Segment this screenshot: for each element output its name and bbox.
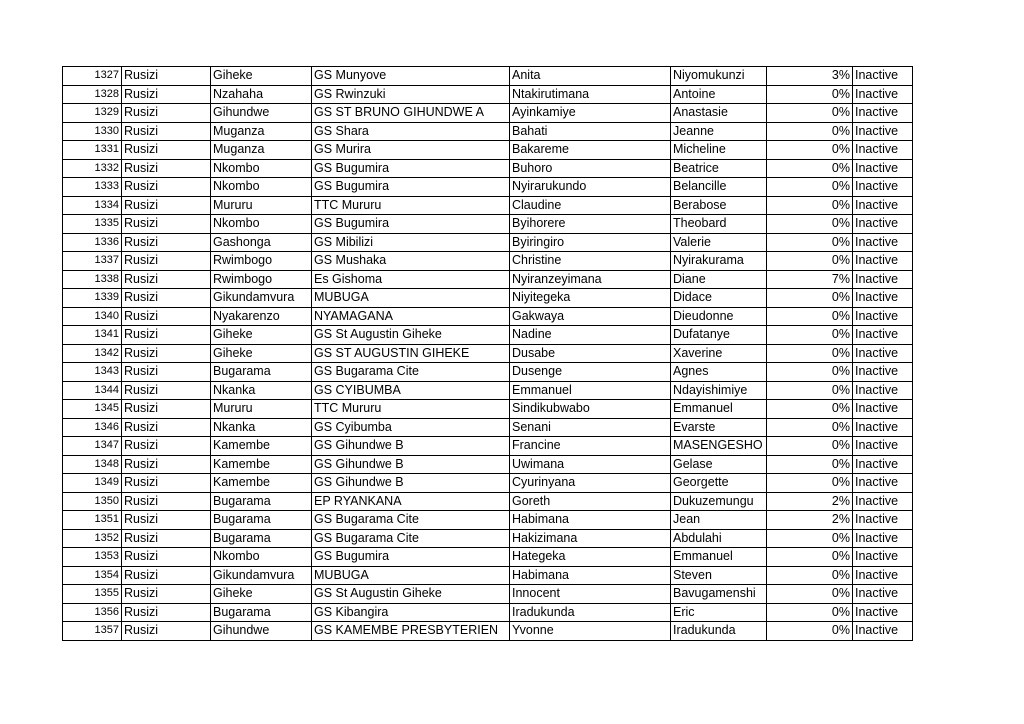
table-row — [63, 566, 913, 585]
school-cell: Es Gishoma — [312, 270, 510, 289]
sector-cell: Giheke — [211, 326, 312, 345]
district-cell: Rusizi — [122, 252, 211, 271]
last-name-cell: Dukuzemungu — [671, 492, 767, 511]
sector-cell: Giheke — [211, 67, 312, 86]
data-table — [62, 66, 913, 641]
progress-cell: 0% — [767, 159, 853, 178]
table-row — [63, 215, 913, 234]
sector-cell: Mururu — [211, 400, 312, 419]
status-cell: Inactive — [853, 159, 913, 178]
row-number-cell: 1340 — [63, 307, 122, 326]
district-cell: Rusizi — [122, 307, 211, 326]
school-cell: GS Gihundwe B — [312, 455, 510, 474]
row-number-cell: 1339 — [63, 289, 122, 308]
status-cell: Inactive — [853, 104, 913, 123]
first-name-cell: Bakareme — [510, 141, 671, 160]
row-number-cell: 1351 — [63, 511, 122, 530]
district-cell: Rusizi — [122, 344, 211, 363]
school-cell: EP RYANKANA — [312, 492, 510, 511]
row-number-cell: 1346 — [63, 418, 122, 437]
district-cell: Rusizi — [122, 603, 211, 622]
sector-cell: Giheke — [211, 344, 312, 363]
status-cell: Inactive — [853, 344, 913, 363]
district-cell: Rusizi — [122, 381, 211, 400]
last-name-cell: Ndayishimiye — [671, 381, 767, 400]
district-cell: Rusizi — [122, 141, 211, 160]
last-name-cell: Evarste — [671, 418, 767, 437]
progress-cell: 0% — [767, 307, 853, 326]
row-number-cell: 1332 — [63, 159, 122, 178]
first-name-cell: Hakizimana — [510, 529, 671, 548]
school-cell: MUBUGA — [312, 566, 510, 585]
school-cell: MUBUGA — [312, 289, 510, 308]
school-cell: GS Bugarama Cite — [312, 363, 510, 382]
status-cell: Inactive — [853, 455, 913, 474]
row-number-cell: 1336 — [63, 233, 122, 252]
district-cell: Rusizi — [122, 159, 211, 178]
sector-cell: Bugarama — [211, 529, 312, 548]
sector-cell: Mururu — [211, 196, 312, 215]
district-cell: Rusizi — [122, 437, 211, 456]
sector-cell: Kamembe — [211, 455, 312, 474]
first-name-cell: Buhoro — [510, 159, 671, 178]
table-row — [63, 159, 913, 178]
table-row — [63, 344, 913, 363]
school-cell: GS Munyove — [312, 67, 510, 86]
progress-cell: 7% — [767, 270, 853, 289]
status-cell: Inactive — [853, 437, 913, 456]
district-cell: Rusizi — [122, 215, 211, 234]
school-cell: GS Bugumira — [312, 215, 510, 234]
first-name-cell: Byihorere — [510, 215, 671, 234]
first-name-cell: Iradukunda — [510, 603, 671, 622]
row-number-cell: 1329 — [63, 104, 122, 123]
school-cell: GS St Augustin Giheke — [312, 585, 510, 604]
progress-cell: 3% — [767, 67, 853, 86]
table-row — [63, 122, 913, 141]
row-number-cell: 1341 — [63, 326, 122, 345]
first-name-cell: Anita — [510, 67, 671, 86]
row-number-cell: 1338 — [63, 270, 122, 289]
status-cell: Inactive — [853, 585, 913, 604]
table-row — [63, 418, 913, 437]
district-cell: Rusizi — [122, 529, 211, 548]
first-name-cell: Yvonne — [510, 622, 671, 641]
first-name-cell: Byiringiro — [510, 233, 671, 252]
progress-cell: 0% — [767, 455, 853, 474]
district-cell: Rusizi — [122, 363, 211, 382]
school-cell: GS ST AUGUSTIN GIHEKE — [312, 344, 510, 363]
district-cell: Rusizi — [122, 585, 211, 604]
table-row — [63, 455, 913, 474]
last-name-cell: Dieudonne — [671, 307, 767, 326]
status-cell: Inactive — [853, 492, 913, 511]
last-name-cell: Antoine — [671, 85, 767, 104]
table-row — [63, 363, 913, 382]
last-name-cell: Belancille — [671, 178, 767, 197]
last-name-cell: Bavugamenshi — [671, 585, 767, 604]
school-cell: GS KAMEMBE PRESBYTERIEN — [312, 622, 510, 641]
progress-cell: 0% — [767, 344, 853, 363]
row-number-cell: 1348 — [63, 455, 122, 474]
last-name-cell: Anastasie — [671, 104, 767, 123]
row-number-cell: 1330 — [63, 122, 122, 141]
row-number-cell: 1357 — [63, 622, 122, 641]
district-cell: Rusizi — [122, 418, 211, 437]
last-name-cell: Agnes — [671, 363, 767, 382]
last-name-cell: Jean — [671, 511, 767, 530]
last-name-cell: Emmanuel — [671, 548, 767, 567]
row-number-cell: 1335 — [63, 215, 122, 234]
table-row — [63, 67, 913, 86]
school-cell: GS Kibangira — [312, 603, 510, 622]
sector-cell: Muganza — [211, 141, 312, 160]
table-row — [63, 85, 913, 104]
first-name-cell: Senani — [510, 418, 671, 437]
row-number-cell: 1347 — [63, 437, 122, 456]
first-name-cell: Habimana — [510, 511, 671, 530]
progress-cell: 0% — [767, 603, 853, 622]
status-cell: Inactive — [853, 307, 913, 326]
last-name-cell: Iradukunda — [671, 622, 767, 641]
last-name-cell: Micheline — [671, 141, 767, 160]
progress-cell: 0% — [767, 122, 853, 141]
district-cell: Rusizi — [122, 548, 211, 567]
status-cell: Inactive — [853, 566, 913, 585]
row-number-cell: 1354 — [63, 566, 122, 585]
first-name-cell: Christine — [510, 252, 671, 271]
status-cell: Inactive — [853, 85, 913, 104]
last-name-cell: MASENGESHO — [671, 437, 767, 456]
table-row — [63, 178, 913, 197]
table-row — [63, 141, 913, 160]
last-name-cell: Eric — [671, 603, 767, 622]
status-cell: Inactive — [853, 252, 913, 271]
row-number-cell: 1345 — [63, 400, 122, 419]
progress-cell: 0% — [767, 252, 853, 271]
progress-cell: 0% — [767, 196, 853, 215]
table-row — [63, 400, 913, 419]
progress-cell: 0% — [767, 437, 853, 456]
sector-cell: Bugarama — [211, 603, 312, 622]
table-row — [63, 252, 913, 271]
first-name-cell: Dusabe — [510, 344, 671, 363]
status-cell: Inactive — [853, 289, 913, 308]
progress-cell: 0% — [767, 548, 853, 567]
row-number-cell: 1353 — [63, 548, 122, 567]
status-cell: Inactive — [853, 603, 913, 622]
school-cell: GS Shara — [312, 122, 510, 141]
table-row — [63, 289, 913, 308]
district-cell: Rusizi — [122, 178, 211, 197]
last-name-cell: Georgette — [671, 474, 767, 493]
sector-cell: Nyakarenzo — [211, 307, 312, 326]
table-row — [63, 326, 913, 345]
first-name-cell: Cyurinyana — [510, 474, 671, 493]
sector-cell: Giheke — [211, 585, 312, 604]
last-name-cell: Abdulahi — [671, 529, 767, 548]
progress-cell: 0% — [767, 622, 853, 641]
sector-cell: Nzahaha — [211, 85, 312, 104]
school-cell: GS Gihundwe B — [312, 437, 510, 456]
first-name-cell: Gakwaya — [510, 307, 671, 326]
district-cell: Rusizi — [122, 400, 211, 419]
school-cell: GS St Augustin Giheke — [312, 326, 510, 345]
status-cell: Inactive — [853, 196, 913, 215]
school-cell: GS Bugarama Cite — [312, 511, 510, 530]
sector-cell: Bugarama — [211, 492, 312, 511]
row-number-cell: 1328 — [63, 85, 122, 104]
progress-cell: 0% — [767, 418, 853, 437]
row-number-cell: 1349 — [63, 474, 122, 493]
status-cell: Inactive — [853, 233, 913, 252]
school-cell: GS Cyibumba — [312, 418, 510, 437]
status-cell: Inactive — [853, 270, 913, 289]
row-number-cell: 1350 — [63, 492, 122, 511]
row-number-cell: 1355 — [63, 585, 122, 604]
status-cell: Inactive — [853, 511, 913, 530]
status-cell: Inactive — [853, 178, 913, 197]
last-name-cell: Gelase — [671, 455, 767, 474]
district-cell: Rusizi — [122, 289, 211, 308]
first-name-cell: Nyiranzeyimana — [510, 270, 671, 289]
table-row — [63, 270, 913, 289]
table-row — [63, 381, 913, 400]
last-name-cell: Xaverine — [671, 344, 767, 363]
sector-cell: Gashonga — [211, 233, 312, 252]
status-cell: Inactive — [853, 141, 913, 160]
district-cell: Rusizi — [122, 474, 211, 493]
first-name-cell: Ntakirutimana — [510, 85, 671, 104]
school-cell: GS Mibilizi — [312, 233, 510, 252]
district-cell: Rusizi — [122, 492, 211, 511]
school-cell: GS Rwinzuki — [312, 85, 510, 104]
sector-cell: Nkanka — [211, 418, 312, 437]
status-cell: Inactive — [853, 381, 913, 400]
progress-cell: 0% — [767, 566, 853, 585]
school-cell: TTC Mururu — [312, 400, 510, 419]
sector-cell: Nkanka — [211, 381, 312, 400]
status-cell: Inactive — [853, 622, 913, 641]
status-cell: Inactive — [853, 326, 913, 345]
table-row — [63, 437, 913, 456]
school-cell: GS Murira — [312, 141, 510, 160]
sector-cell: Rwimbogo — [211, 270, 312, 289]
school-cell: GS Bugumira — [312, 548, 510, 567]
table-row — [63, 511, 913, 530]
first-name-cell: Claudine — [510, 196, 671, 215]
row-number-cell: 1343 — [63, 363, 122, 382]
last-name-cell: Valerie — [671, 233, 767, 252]
sector-cell: Gikundamvura — [211, 566, 312, 585]
last-name-cell: Nyirakurama — [671, 252, 767, 271]
district-cell: Rusizi — [122, 122, 211, 141]
school-cell: GS Gihundwe B — [312, 474, 510, 493]
table-row — [63, 548, 913, 567]
last-name-cell: Theobard — [671, 215, 767, 234]
sector-cell: Nkombo — [211, 159, 312, 178]
table-row — [63, 585, 913, 604]
first-name-cell: Dusenge — [510, 363, 671, 382]
first-name-cell: Uwimana — [510, 455, 671, 474]
last-name-cell: Beatrice — [671, 159, 767, 178]
district-cell: Rusizi — [122, 270, 211, 289]
district-cell: Rusizi — [122, 511, 211, 530]
last-name-cell: Dufatanye — [671, 326, 767, 345]
progress-cell: 0% — [767, 215, 853, 234]
district-cell: Rusizi — [122, 67, 211, 86]
first-name-cell: Goreth — [510, 492, 671, 511]
last-name-cell: Didace — [671, 289, 767, 308]
progress-cell: 0% — [767, 529, 853, 548]
table-row — [63, 603, 913, 622]
first-name-cell: Niyitegeka — [510, 289, 671, 308]
progress-cell: 0% — [767, 104, 853, 123]
last-name-cell: Berabose — [671, 196, 767, 215]
status-cell: Inactive — [853, 215, 913, 234]
district-cell: Rusizi — [122, 455, 211, 474]
sector-cell: Nkombo — [211, 548, 312, 567]
status-cell: Inactive — [853, 548, 913, 567]
first-name-cell: Habimana — [510, 566, 671, 585]
sector-cell: Kamembe — [211, 474, 312, 493]
sector-cell: Nkombo — [211, 178, 312, 197]
school-cell: GS CYIBUMBA — [312, 381, 510, 400]
progress-cell: 0% — [767, 474, 853, 493]
school-cell: TTC Mururu — [312, 196, 510, 215]
status-cell: Inactive — [853, 363, 913, 382]
first-name-cell: Sindikubwabo — [510, 400, 671, 419]
school-cell: GS Bugumira — [312, 178, 510, 197]
sector-cell: Rwimbogo — [211, 252, 312, 271]
last-name-cell: Diane — [671, 270, 767, 289]
school-cell: GS Bugarama Cite — [312, 529, 510, 548]
row-number-cell: 1342 — [63, 344, 122, 363]
table-row — [63, 233, 913, 252]
last-name-cell: Niyomukunzi — [671, 67, 767, 86]
sector-cell: Kamembe — [211, 437, 312, 456]
district-cell: Rusizi — [122, 104, 211, 123]
last-name-cell: Steven — [671, 566, 767, 585]
table-row — [63, 492, 913, 511]
row-number-cell: 1331 — [63, 141, 122, 160]
progress-cell: 0% — [767, 400, 853, 419]
table-row — [63, 104, 913, 123]
school-cell: GS Bugumira — [312, 159, 510, 178]
first-name-cell: Francine — [510, 437, 671, 456]
district-cell: Rusizi — [122, 326, 211, 345]
school-cell: GS Mushaka — [312, 252, 510, 271]
sector-cell: Bugarama — [211, 511, 312, 530]
sector-cell: Bugarama — [211, 363, 312, 382]
row-number-cell: 1356 — [63, 603, 122, 622]
row-number-cell: 1337 — [63, 252, 122, 271]
table-row — [63, 474, 913, 493]
first-name-cell: Emmanuel — [510, 381, 671, 400]
first-name-cell: Innocent — [510, 585, 671, 604]
sector-cell: Gihundwe — [211, 622, 312, 641]
last-name-cell: Jeanne — [671, 122, 767, 141]
status-cell: Inactive — [853, 474, 913, 493]
row-number-cell: 1327 — [63, 67, 122, 86]
first-name-cell: Nyirarukundo — [510, 178, 671, 197]
progress-cell: 0% — [767, 233, 853, 252]
school-cell: GS ST BRUNO GIHUNDWE A — [312, 104, 510, 123]
row-number-cell: 1333 — [63, 178, 122, 197]
table-row — [63, 622, 913, 641]
status-cell: Inactive — [853, 418, 913, 437]
status-cell: Inactive — [853, 529, 913, 548]
district-cell: Rusizi — [122, 233, 211, 252]
sector-cell: Gikundamvura — [211, 289, 312, 308]
sector-cell: Muganza — [211, 122, 312, 141]
row-number-cell: 1334 — [63, 196, 122, 215]
row-number-cell: 1344 — [63, 381, 122, 400]
row-number-cell: 1352 — [63, 529, 122, 548]
last-name-cell: Emmanuel — [671, 400, 767, 419]
progress-cell: 0% — [767, 326, 853, 345]
table-row — [63, 307, 913, 326]
sector-cell: Gihundwe — [211, 104, 312, 123]
status-cell: Inactive — [853, 400, 913, 419]
progress-cell: 0% — [767, 381, 853, 400]
first-name-cell: Hategeka — [510, 548, 671, 567]
table-row — [63, 529, 913, 548]
status-cell: Inactive — [853, 67, 913, 86]
progress-cell: 2% — [767, 511, 853, 530]
district-cell: Rusizi — [122, 85, 211, 104]
school-cell: NYAMAGANA — [312, 307, 510, 326]
sector-cell: Nkombo — [211, 215, 312, 234]
first-name-cell: Ayinkamiye — [510, 104, 671, 123]
progress-cell: 0% — [767, 85, 853, 104]
table-row — [63, 196, 913, 215]
progress-cell: 0% — [767, 141, 853, 160]
progress-cell: 0% — [767, 178, 853, 197]
progress-cell: 0% — [767, 289, 853, 308]
progress-cell: 2% — [767, 492, 853, 511]
district-cell: Rusizi — [122, 196, 211, 215]
status-cell: Inactive — [853, 122, 913, 141]
first-name-cell: Bahati — [510, 122, 671, 141]
progress-cell: 0% — [767, 585, 853, 604]
district-cell: Rusizi — [122, 622, 211, 641]
progress-cell: 0% — [767, 363, 853, 382]
district-cell: Rusizi — [122, 566, 211, 585]
first-name-cell: Nadine — [510, 326, 671, 345]
